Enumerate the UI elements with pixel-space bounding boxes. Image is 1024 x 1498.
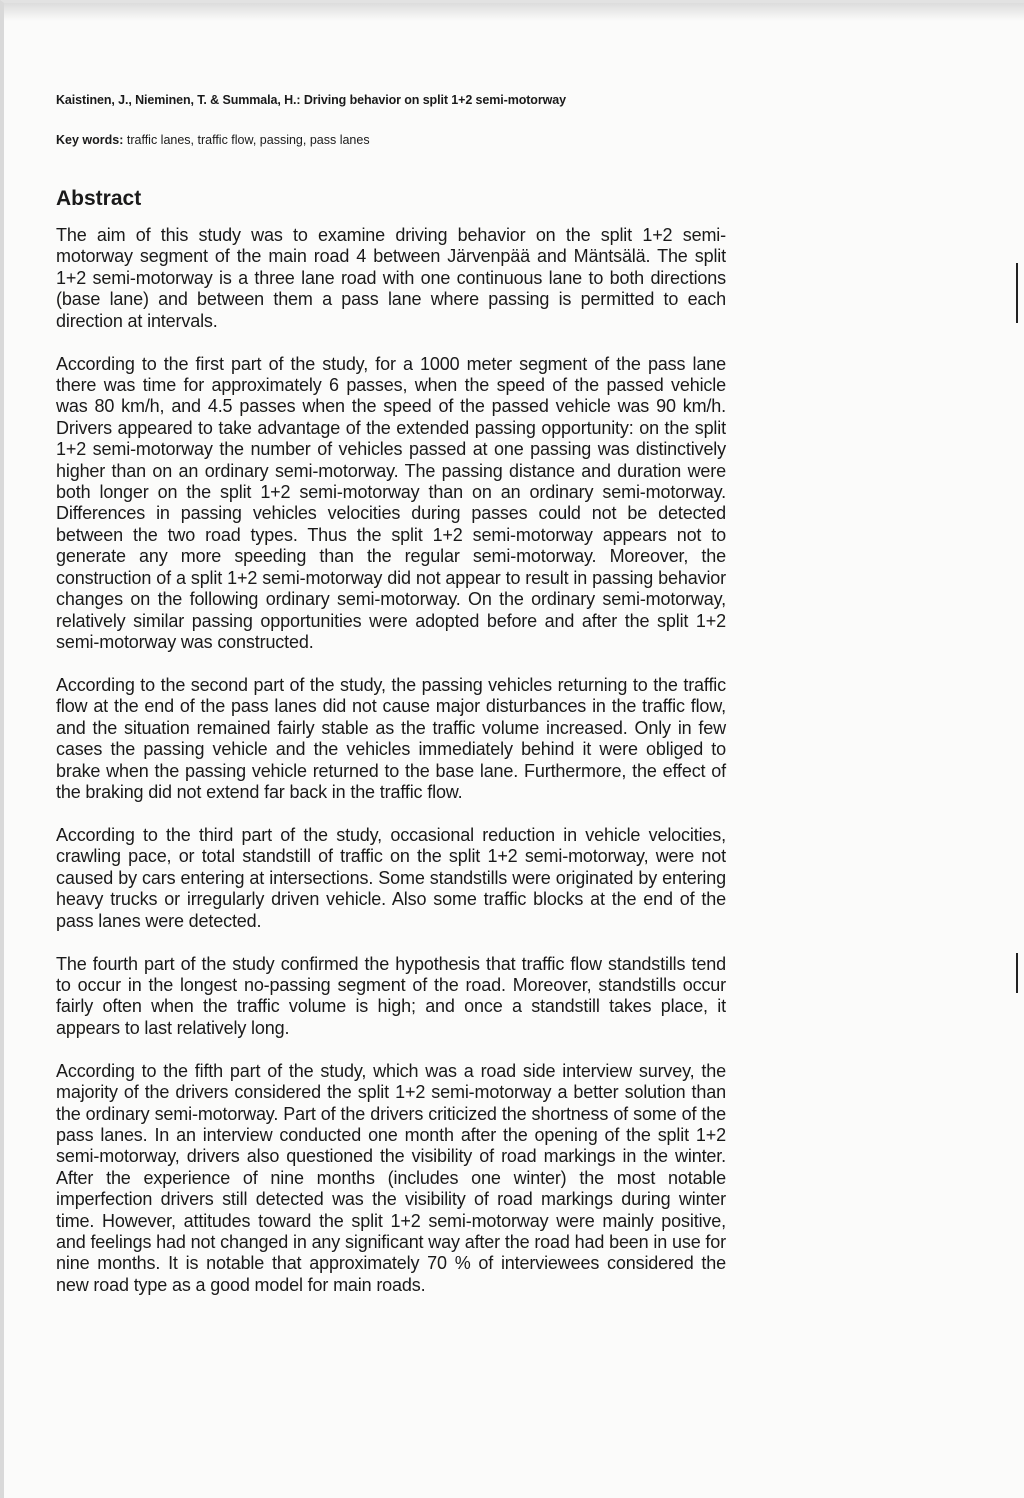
keywords-line [56,133,726,147]
scan-edge-mark [1016,263,1018,323]
abstract-paragraph: The fourth part of the study confirmed the hypothesis that traffic flow standstills tend to occur in the longest no-passing segment of the road. Moreover, standstills occur fairly often when the traffic volume is high; and once a standstill takes place, it appears to last relatively long. [56,953,726,1038]
abstract-paragraph: According to the second part of the study, the passing vehicles returning to the traffic flow at the end of the pass lanes did not cause major disturbances in the traffic flow, and the situation remained fairly stable as the traffic volume increased. Only in few cases the passing vehicle and the vehicles immediately behind it were obliged to brake when the passing vehicle returned to the base lane. Furthermore, the effect of the braking did not extend far back in the traffic flow. [56,674,726,802]
abstract-heading: Abstract [56,187,142,210]
document-body [56,93,726,1318]
abstract-paragraph: According to the fifth part of the study, which was a road side interview survey, the majority of the drivers considered the split 1+2 semi-motorway a better solution than the ordinary semi-motorway. Part of the drivers criticized the shortness of some of the pass lanes. In an interview conducted one month after the opening of the split 1+2 semi-motorway, drivers also questioned the visibility of road markings in the winter. After the experience of nine months (includes one winter) the most notable imperfection drivers still detected was the visibility of road markings during winter time. However, attitudes toward the split 1+2 semi-motorway were mainly positive, and feelings had not changed in any significant way after the road had been in use for nine months. It is notable that approximately 70 % of interviewees considered the new road type as a good model for main roads. [56,1060,726,1295]
keywords-text: traffic lanes, traffic flow, passing, pass lanes [123,133,370,147]
scan-shadow [4,3,1024,21]
keywords-label: Key words: [56,133,124,147]
scan-edge-mark [1016,953,1018,993]
abstract-paragraph: According to the third part of the study, occasional reduction in vehicle velocities, crawling pace, or total standstill of traffic on the split 1+2 semi-motorway, were not caused by cars entering at intersections. Some standstills were originated by entering heavy trucks or irregularly driven vehicle. Also some traffic blocks at the end of the pass lanes were detected. [56,824,726,931]
abstract-paragraph: According to the first part of the study, for a 1000 meter segment of the pass lane there was time for approximately 6 passes, when the speed of the passed vehicle was 80 km/h, and 4.5 passes when the speed of the passed vehicle was 90 km/h. Drivers appeared to take advantage of the extended passing opportunity: on the split 1+2 semi-motorway the number of vehicles passed at one passing was distinctively higher than on an ordinary semi-motorway. The passing distance and duration were both longer on the split 1+2 semi-motorway than on an ordinary semi-motorway. Differences in passing vehicles velocities during passes could not be detected between the two road types. Thus the split 1+2 semi-motorway appears not to generate any more speeding than the regular semi-motorway. Moreover, the construction of a split 1+2 semi-motorway did not appear to result in passing behavior changes on the following ordinary semi-motorway. On the ordinary semi-motorway, relatively similar passing opportunities were adopted before and after the split 1+2 semi-motorway was constructed. [56,353,726,652]
citation-line: Kaistinen, J., Nieminen, T. & Summala, H.: Driving behavior on split 1+2 semi-motorway [56,93,566,107]
abstract-paragraph: The aim of this study was to examine driving behavior on the split 1+2 semi-motorway segment of the main road 4 between Järvenpää and Mäntsälä. The split 1+2 semi-motorway is a three lane road with one continuous lane to both directions (base lane) and between them a pass lane where passing is permitted to each direction at intervals. [56,225,726,331]
